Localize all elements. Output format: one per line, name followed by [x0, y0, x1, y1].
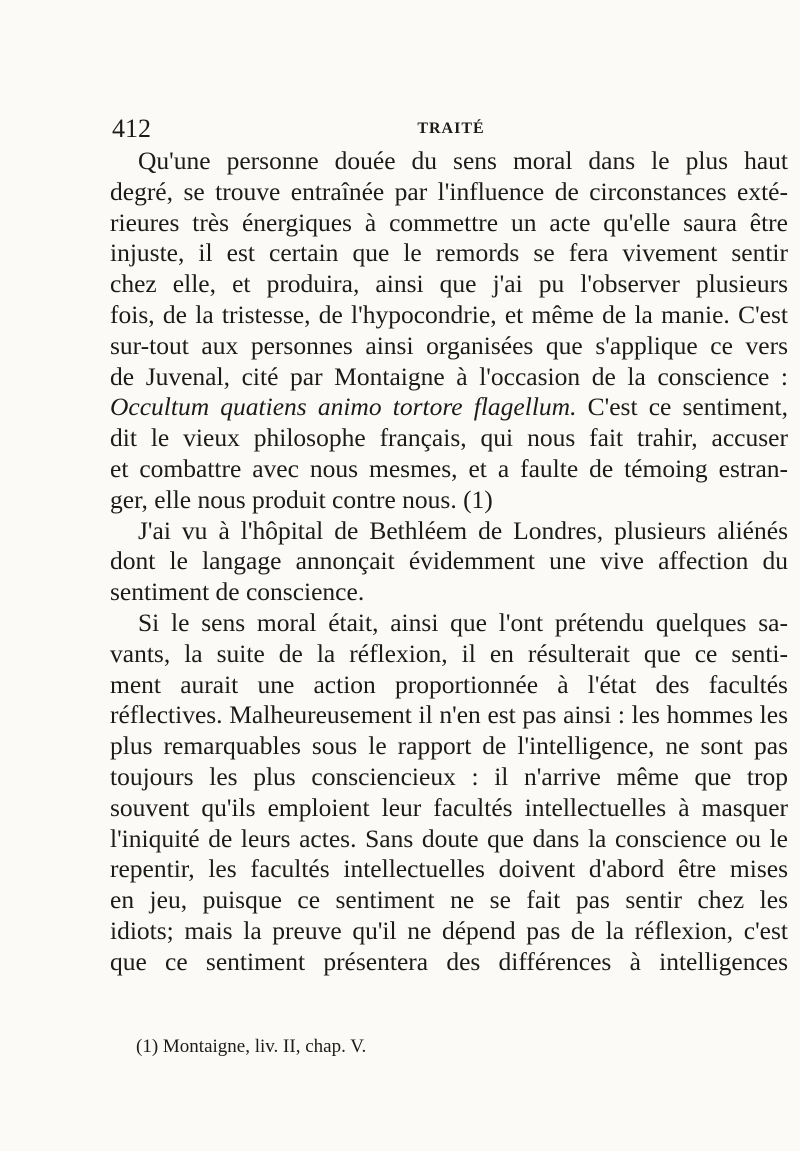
page-header — [112, 112, 790, 146]
text-line: rieures très énergiques à commettre un acte qu'elle saura être — [110, 207, 788, 237]
text-line: dit le vieux philosophe français, qui nous fait trahir, accuser — [110, 423, 788, 453]
latin-quote: Occultum quatiens animo tortore flagellum. — [110, 392, 577, 422]
text-line — [110, 392, 788, 423]
text-line: souvent qu'ils emploient leur facultés intellectuelles à masquer — [110, 792, 788, 822]
text-line: injuste, il est certain que le remords se fera vivement sentir — [110, 238, 788, 268]
text-line: plus remarquables sous le rapport de l'intelligence, ne sont pas — [110, 731, 788, 761]
text-line: l'iniquité de leurs actes. Sans doute que dans la conscience ou le — [110, 823, 788, 853]
text-line: degré, se trouve entraînée par l'influence de circonstances exté- — [110, 176, 788, 206]
text-line: ger, elle nous produit contre nous. (1) — [110, 484, 493, 514]
text-line: en jeu, puisque ce sentiment ne se fait pas sentir chez les — [110, 885, 788, 915]
text-line: vants, la suite de la réflexion, il en résulterait que ce senti- — [110, 638, 788, 668]
text-line: sentiment de conscience. — [110, 577, 365, 607]
text-line: sur-tout aux personnes ainsi organisées que s'applique ce vers — [110, 330, 788, 360]
text-line: et combattre avec nous mesmes, et a faulte de témoing estran- — [110, 453, 788, 483]
body-text — [110, 146, 788, 978]
footnote: (1) Montaigne, liv. II, chap. V. — [136, 1036, 367, 1057]
text-line: ment aurait une action proportionnée à l'état des facultés — [110, 669, 788, 699]
text-line: chez elle, et produira, ainsi que j'ai pu l'observer plusieurs — [110, 269, 788, 299]
text-line: Qu'une personne douée du sens moral dans le plus haut — [138, 146, 788, 175]
text-fragment: C'est ce sentiment, — [576, 392, 788, 422]
text-line: idiots; mais la preuve qu'il ne dépend pas de la réflexion, c'est — [110, 915, 788, 945]
text-line: que ce sentiment présentera des différences à intelligences — [110, 946, 788, 976]
text-line: repentir, les facultés intellectuelles doivent d'abord être mises — [110, 854, 788, 884]
text-line: de Juvenal, cité par Montaigne à l'occasion de la conscience : — [110, 361, 788, 391]
running-head: TRAITÉ — [417, 120, 485, 137]
text-line: réflectives. Malheureusement il n'en est pas ainsi : les hommes les — [110, 700, 788, 730]
text-line: fois, de la tristesse, de l'hypocondrie, et même de la manie. C'est — [110, 299, 788, 329]
text-line: Si le sens moral était, ainsi que l'ont prétendu quelques sa- — [138, 607, 788, 637]
text-line: J'ai vu à l'hôpital de Bethléem de Londres, plusieurs aliénés — [138, 515, 788, 545]
text-line: dont le langage annonçait évidemment une vive affection du — [110, 546, 788, 576]
text-line: toujours les plus consciencieux : il n'arrive même que trop — [110, 761, 788, 791]
page-number: 412 — [112, 114, 151, 143]
